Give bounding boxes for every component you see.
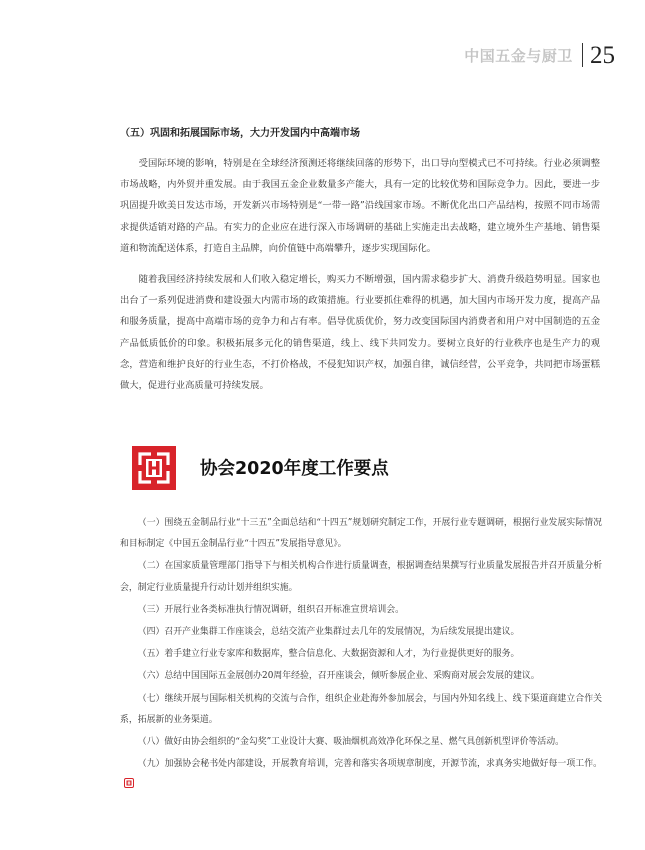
work-plan-item-7: （七）继续开展与国际相关机构的交流与合作，组织企业赴海外参加展会，与国内外知名线上、线下渠道商建立合作关系，拓展新的业务渠道。 <box>120 693 602 725</box>
page-header <box>464 40 615 70</box>
work-plan-item-6: （六）总结中国国际五金展创办20周年经验，召开座谈会，倾听参展企业、采购商对展会发展的建议。 <box>137 671 540 682</box>
header-divider <box>582 43 583 67</box>
work-plan-item-1: （一）围绕五金制品行业“十三五”全面总结和“十四五”规划研究制定工作，开展行业专题调研，根据行业发展实际情况和目标制定《中国五金制品行业“十四五”发展指导意见》。 <box>120 518 602 550</box>
section-heading: （五）巩固和拓展国际市场，大力开发国内中高端市场 <box>120 128 360 139</box>
work-plan-item-9-text: （九）加强协会秘书处内部建设，开展教育培训，完善和落实各项规章制度，开源节流，求真务实地做好每一项工作。 <box>137 759 602 770</box>
section-paragraph-1: 受国际环境的影响，特别是在全球经济预测还将继续回落的形势下，出口导向型模式已不可持续。行业必须调整市场战略，内外贸并重发展。由于我国五金企业数量多产能大，具有一定的比较优势和国际竞争力。因此，要进一步巩固提升欧美日发达市场，开发新兴市场特别是“一带一路”沿线国家市场。不断优化出口产品结构，按照不同市场需求提供适销对路的产品。有实力的企业应在进行深入市场调研的基础上实施走出去战略，建立境外生产基地、销售渠道和物流配送体系，打造自主品牌，向价值链中高端攀升，逐步实现国际化。 <box>120 158 600 254</box>
section-paragraph-2: 随着我国经济持续发展和人们收入稳定增长，购买力不断增强，国内需求稳步扩大、消费升级趋势明显。国家也出台了一系列促进消费和建设强大内需市场的政策措施。行业要抓住难得的机遇，加大国内市场开发力度，提高产品和服务质量，提高中高端市场的竞争力和占有率。倡导优质优价，努力改变国际国内消费者和用户对中国制造的五金产品低质低价的印象。积极拓展多元化的销售渠道，线上、线下共同发力。要树立良好的行业秩序也是生产力的观念，营造和维护良好的行业生态，不打价格战，不侵犯知识产权，加强自律，诚信经营，公平竞争，共同把市场蛋糕做大，促进行业高质量可持续发展。 <box>120 274 600 392</box>
work-plan-item-4: （四）召开产业集群工作座谈会，总结交流产业集群过去几年的发展情况，为后续发展提出建议。 <box>137 627 520 638</box>
work-plan-item-5: （五）着手建立行业专家库和数据库，整合信息化、大数据资源和人才，为行业提供更好的服务。 <box>137 649 520 660</box>
page-number: 25 <box>590 41 615 69</box>
magazine-logo: 中国五金与厨卫 <box>464 46 573 65</box>
work-plan-item-8: （八）做好由协会组织的“金勾奖”工业设计大赛、吸油烟机高效净化环保之星、燃气具创新机型评价等活动。 <box>137 737 564 748</box>
work-plan-item-3: （三）开展行业各类标准执行情况调研，组织召开标准宣贯培训会。 <box>137 604 405 615</box>
work-plan-title: 协会2020年度工作要点 <box>200 459 389 479</box>
work-plan-item-9 <box>120 754 602 796</box>
work-plan-item-2: （二）在国家质量管理部门指导下与相关机构合作进行质量调查，根据调查结果撰写行业质量发展报告并召开质量分析会，制定行业质量提升行动计划并组织实施。 <box>120 561 602 593</box>
article-end-mark-icon <box>124 778 134 788</box>
work-plan-list <box>120 513 602 798</box>
association-logo-icon <box>132 446 176 490</box>
